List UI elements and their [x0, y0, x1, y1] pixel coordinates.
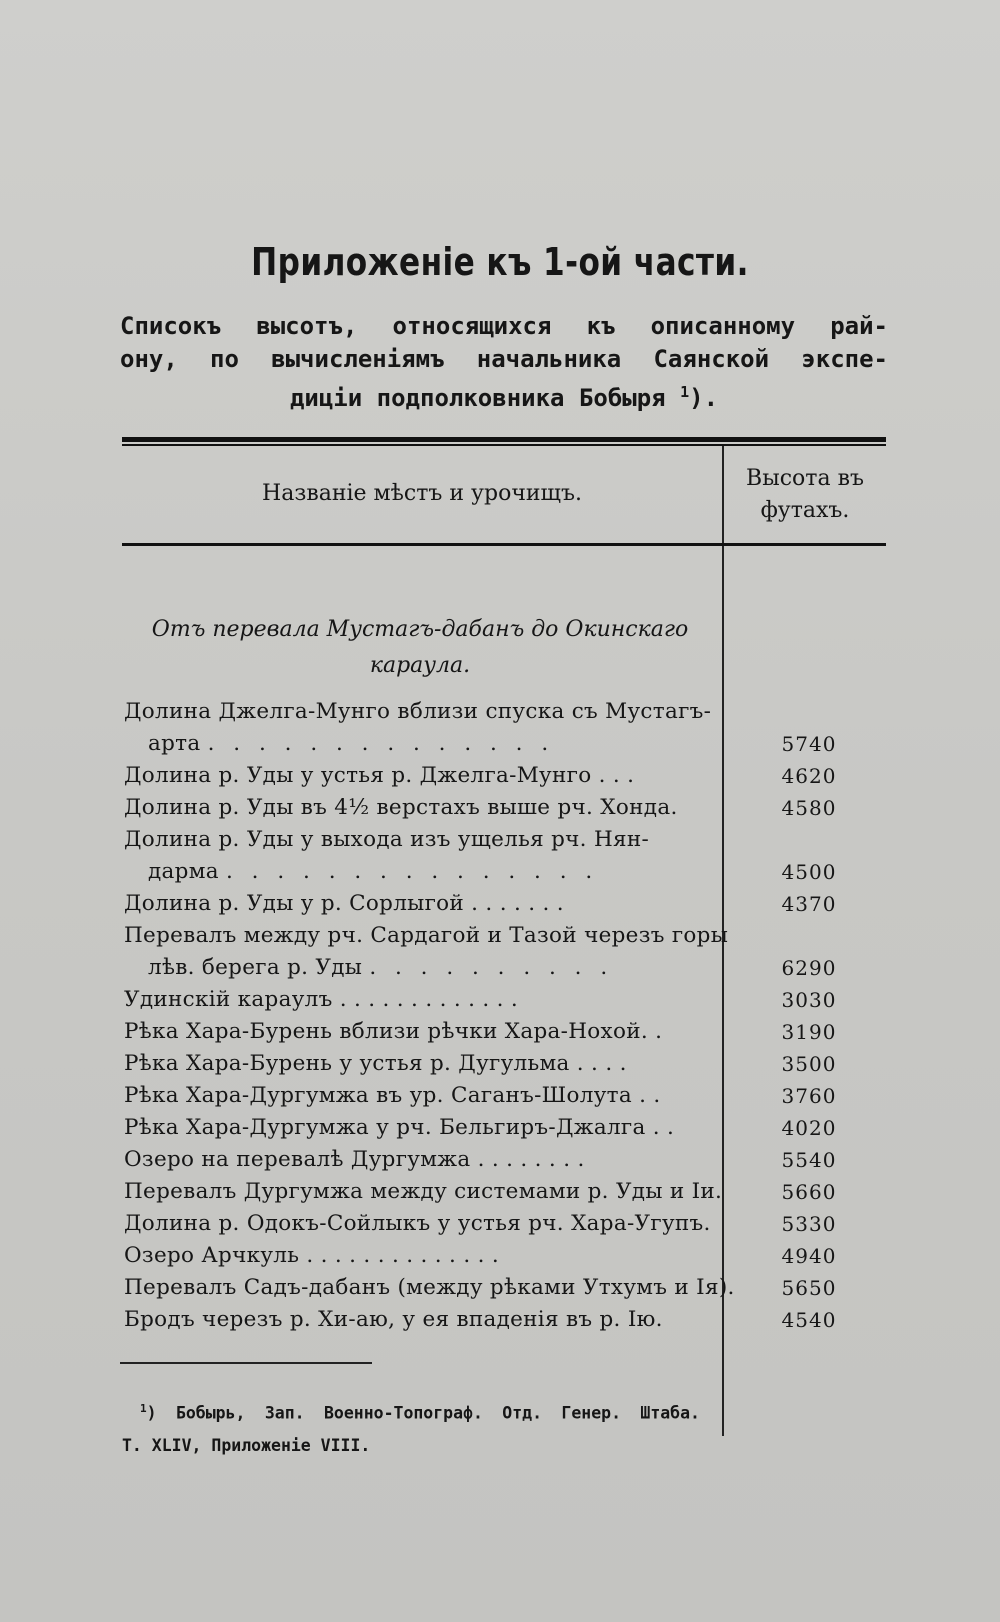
height-value: 3030: [781, 988, 837, 1012]
table-row: [124, 792, 876, 824]
place-name-line-2-text: лѣв. берега р. Уды: [148, 955, 363, 980]
place-name-line-1: Долина Джелга-Мунго вблизи спуска съ Мустагъ-: [124, 699, 712, 724]
place-name: [124, 1208, 711, 1240]
place-name: [124, 1176, 723, 1208]
table-row: [124, 760, 876, 792]
place-name: [124, 792, 694, 824]
table-row: [124, 920, 876, 984]
table-row: [124, 1144, 876, 1176]
place-name-line-2: [124, 728, 694, 760]
place-name-line-1: Рѣка Хара-Дургумжа въ ур. Саганъ-Шолута . .: [124, 1083, 661, 1108]
place-name-line-1: Рѣка Хара-Дургумжа у рч. Бельгиръ-Джалга . .: [124, 1115, 675, 1140]
footnote-line-2: Т. XLIV, Приложенiе VIII.: [122, 1435, 371, 1455]
place-name-line-2-text: дарма: [148, 859, 219, 884]
leader-dots: . . . . . . . . . . . . . .: [207, 731, 555, 756]
place-name: [124, 1080, 694, 1112]
leader-dots: . . . . . . . . . . . . . . .: [226, 859, 599, 884]
table-row: [124, 1048, 876, 1080]
section-heading: [140, 612, 700, 684]
place-name: [124, 984, 694, 1016]
place-name: [124, 1272, 735, 1304]
place-name: [124, 696, 712, 760]
table-row: [124, 1304, 876, 1336]
place-name-line-1: Озеро Арчкуль . . . . . . . . . . . . . .: [124, 1243, 499, 1268]
height-value: 4620: [781, 764, 837, 788]
place-name: [124, 1112, 694, 1144]
place-name-line-1: Озеро на перевалѣ Дургумжа . . . . . . . .: [124, 1147, 585, 1172]
table-row: [124, 888, 876, 920]
page-title: Приложенiе къ 1-ой части.: [251, 240, 749, 284]
leader-dots: . . . . . . . . . .: [369, 955, 614, 980]
place-name-line-1: Перевалъ Садъ-дабанъ (между рѣками Утхумъ и Iя).: [124, 1275, 735, 1300]
place-name: [124, 1144, 694, 1176]
footnote: [122, 1393, 700, 1462]
column-header-height-line-2: футахъ.: [760, 498, 850, 523]
height-value: 3500: [781, 1052, 837, 1076]
place-name: [124, 760, 694, 792]
subtitle-line-3: [120, 376, 888, 415]
table-row: [124, 696, 876, 760]
place-name-line-1: Долина р. Одокъ-Сойлыкъ у устья рч. Хара-Угупъ.: [124, 1211, 711, 1236]
table-row: [124, 1240, 876, 1272]
place-name-line-1: Рѣка Хара-Бурень у устья р. Дугульма . . . .: [124, 1051, 627, 1076]
height-value: 4940: [781, 1244, 837, 1268]
table-row: [124, 1016, 876, 1048]
place-name-line-2: [124, 952, 694, 984]
height-value: 4540: [781, 1308, 837, 1332]
column-header-height-line-1: Высота въ: [746, 466, 864, 491]
place-name: [124, 1304, 694, 1336]
subtitle-line-3-text: диціи подполковника Бобыря: [289, 384, 666, 412]
height-value: 5650: [781, 1276, 837, 1300]
table-row: [124, 1208, 876, 1240]
place-name: [124, 1048, 694, 1080]
height-value: 5660: [781, 1180, 837, 1204]
section-heading-line-1: Отъ перевала Мустагъ-дабанъ до Окинскаго: [151, 617, 689, 642]
table-row: [124, 824, 876, 888]
column-header-name: Названiе мѣстъ и урочищъ.: [262, 481, 582, 506]
place-name-line-1: Бродъ черезъ р. Хи-аю, у ея впаденiя въ р. Iю.: [124, 1307, 663, 1332]
subtitle: [120, 310, 888, 415]
footnote-mark: 1: [140, 1402, 147, 1415]
place-name: [124, 888, 694, 920]
place-name: [124, 1016, 694, 1048]
place-name: [124, 1240, 694, 1272]
place-name-line-1: Долина р. Уды у устья р. Джелга-Мунго . . .: [124, 763, 635, 788]
height-value: 5540: [781, 1148, 837, 1172]
place-name-line-2-text: арта: [148, 731, 201, 756]
height-value: 4500: [781, 860, 837, 884]
subtitle-line-1: Списокъ высотъ, относящихся къ описанному рай-: [120, 312, 888, 340]
height-value: 4020: [781, 1116, 837, 1140]
table-row: [124, 1080, 876, 1112]
table-top-rule-thin: [122, 444, 886, 446]
place-name: [124, 824, 694, 888]
height-value: 6290: [781, 956, 837, 980]
footnote-line-1: [122, 1393, 700, 1430]
height-value: 3190: [781, 1020, 837, 1044]
height-value: 5330: [781, 1212, 837, 1236]
column-header-height: [724, 463, 886, 527]
height-value: 3760: [781, 1084, 837, 1108]
place-name-line-2: [124, 856, 694, 888]
section-heading-line-2: караула.: [369, 653, 471, 678]
table-row: [124, 1272, 876, 1304]
place-name-line-1: Рѣка Хара-Бурень вблизи рѣчки Хара-Нохой. .: [124, 1019, 663, 1044]
height-value: 5740: [781, 732, 837, 756]
subtitle-line-2: ону, по вычисленiямъ начальника Саянской экспе-: [120, 345, 888, 373]
height-value: 4580: [781, 796, 837, 820]
footnote-line-1-text: ) Бобырь, Зап. Военно-Топограф. Отд. Генер. Штаба.: [146, 1403, 700, 1423]
table-header-rule: [122, 543, 886, 546]
table-top-rule: [122, 437, 886, 442]
place-name-line-1: Долина р. Уды у р. Сорлыгой . . . . . . .: [124, 891, 564, 916]
table-row: [124, 1112, 876, 1144]
place-name-line-1: Перевалъ Дургумжа между системами р. Уды и Iи.: [124, 1179, 723, 1204]
table-row: [124, 1176, 876, 1208]
place-name-line-1: Долина р. Уды у выхода изъ ущелья рч. Нян-: [124, 827, 650, 852]
place-name-line-1: Долина р. Уды въ 4½ верстахъ выше рч. Хонда.: [124, 795, 678, 820]
place-name: [124, 920, 729, 984]
footnote-ref: 1: [680, 383, 690, 401]
table-body: [124, 696, 876, 1336]
table-row: [124, 984, 876, 1016]
place-name-line-1: Удинскiй караулъ . . . . . . . . . . . . .: [124, 987, 519, 1012]
subtitle-line-3-end: ).: [689, 384, 719, 412]
height-value: 4370: [781, 892, 837, 916]
footnote-rule: [120, 1362, 372, 1364]
place-name-line-1: Перевалъ между рч. Сардагой и Тазой черезъ горы: [124, 923, 729, 948]
